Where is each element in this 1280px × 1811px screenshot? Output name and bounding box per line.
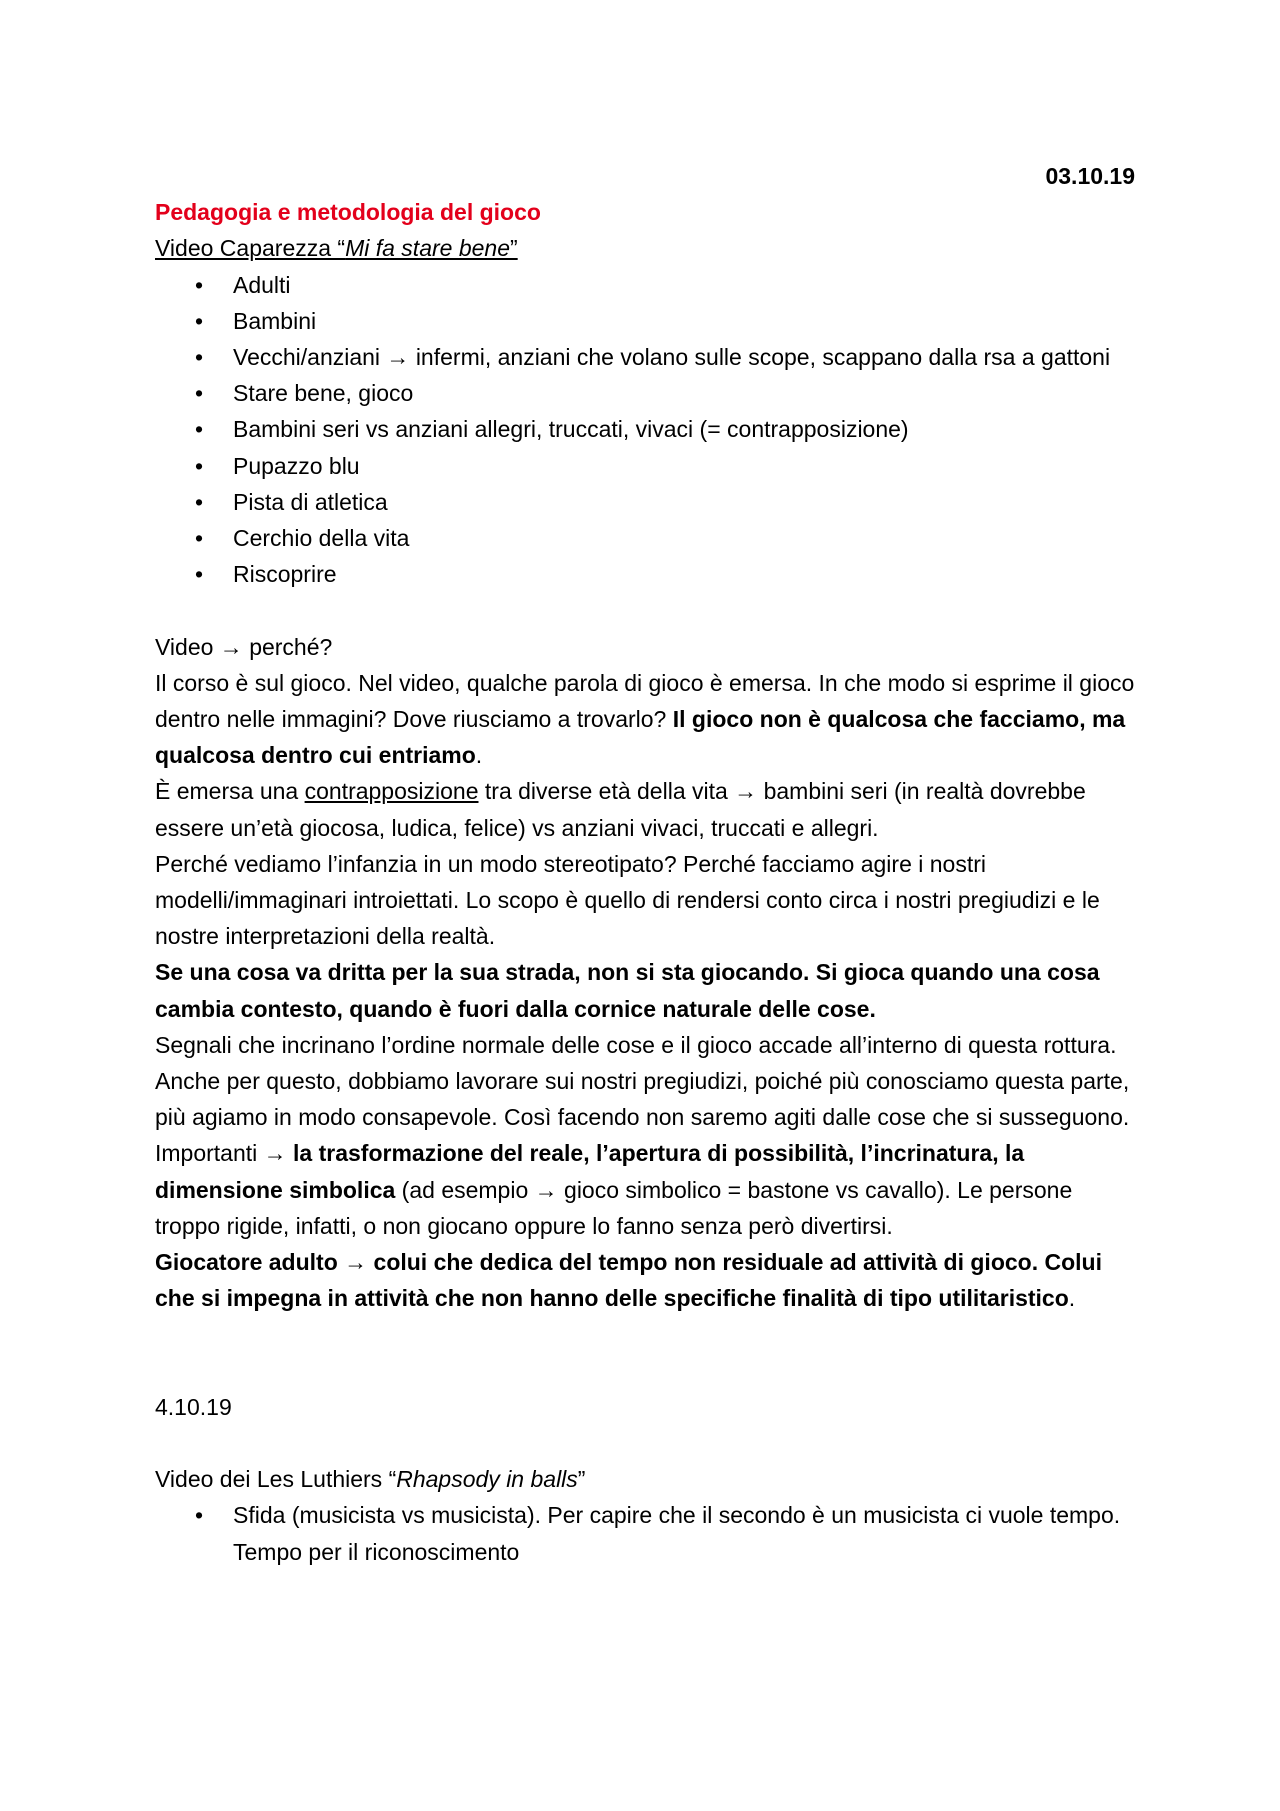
list-item: • Bambini (155, 303, 1135, 339)
video-title-2: Rhapsody in balls (396, 1466, 578, 1493)
spacer (155, 592, 1135, 628)
list-item: • Sfida (musicista vs musicista). Per capire che il secondo è un musicista ci vuole tempo. Tempo per il riconoscimento (155, 1497, 1135, 1569)
document-title: Pedagogia e metodologia del gioco (155, 199, 541, 226)
paragraph-8: Giocatore adulto → colui che dedica del tempo non residuale ad attività di gioco. Colui che si impegna in attività che non hanno delle specifiche finalità di tipo utilitaristico. (155, 1249, 1102, 1312)
list-item: • Bambini seri vs anziani allegri, truccati, vivaci (= contrapposizione) (155, 411, 1135, 447)
list-item: • Vecchi/anziani → infermi, anziani che volano sulle scope, scappano dalla rsa a gattoni (155, 339, 1135, 375)
paragraph-6: Segnali che incrinano l’ordine normale delle cose e il gioco accade all’interno di questa rottura. Anche per questo, dobbiamo lavorare sui nostri pregiudizi, poiché più conosciamo questa parte, più agiamo in modo consapevole. Così facendo non saremo agiti dalle cose che si susseguono. (155, 1031, 1130, 1131)
paragraph-3: È emersa una contrapposizione tra diverse età della vita → bambini seri (in realtà dovrebbe essere un’età giocosa, ludica, felice) vs anziani vivaci, truccati e allegri. (155, 778, 1086, 841)
list-item: • Adulti (155, 267, 1135, 303)
spacer (155, 1316, 1135, 1388)
paragraph-2: Il corso è sul gioco. Nel video, qualche parola di gioco è emersa. In che modo si esprime il gioco dentro nelle immagini? Dove riusciamo a trovarlo? Il gioco non è qualcosa che facciamo, ma qualcosa dentro cui entriamo. (155, 669, 1135, 769)
spacer (155, 1425, 1135, 1461)
list-item: • Stare bene, gioco (155, 375, 1135, 411)
paragraph-5: Se una cosa va dritta per la sua strada, non si sta giocando. Si gioca quando una cosa cambia contesto, quando è fuori dalla cornice naturale delle cose. (155, 959, 1100, 1022)
list-item: • Pupazzo blu (155, 448, 1135, 484)
paragraph-7: Importanti → la trasformazione del reale, l’apertura di possibilità, l’incrinatura, la dimensione simbolica (ad esempio → gioco simbolico = bastone vs cavallo). Le persone troppo rigide, infatti, o non giocano oppure lo fanno senza però divertirsi. (155, 1140, 1073, 1239)
video-title-1: Mi fa stare bene (345, 235, 510, 262)
date-heading: 03.10.19 (1045, 163, 1135, 189)
list-item: • Cerchio della vita (155, 520, 1135, 556)
video-heading-1: Video Caparezza “Mi fa stare bene” (155, 235, 518, 262)
date-heading-2: 4.10.19 (155, 1393, 232, 1420)
bullet-list-1 (155, 267, 1135, 593)
document-body (155, 158, 1135, 1570)
paragraph-1: Video → perché? (155, 633, 333, 660)
video-heading-2: Video dei Les Luthiers “Rhapsody in balls” (155, 1466, 586, 1493)
bullet-list-2 (155, 1497, 1135, 1569)
paragraph-4: Perché vediamo l’infanzia in un modo stereotipato? Perché facciamo agire i nostri modelli/immaginari introiettati. Lo scopo è quello di rendersi conto circa i nostri pregiudizi e le nostre interpretazioni della realtà. (155, 850, 1100, 950)
list-item: • Pista di atletica (155, 484, 1135, 520)
list-item: • Riscoprire (155, 556, 1135, 592)
